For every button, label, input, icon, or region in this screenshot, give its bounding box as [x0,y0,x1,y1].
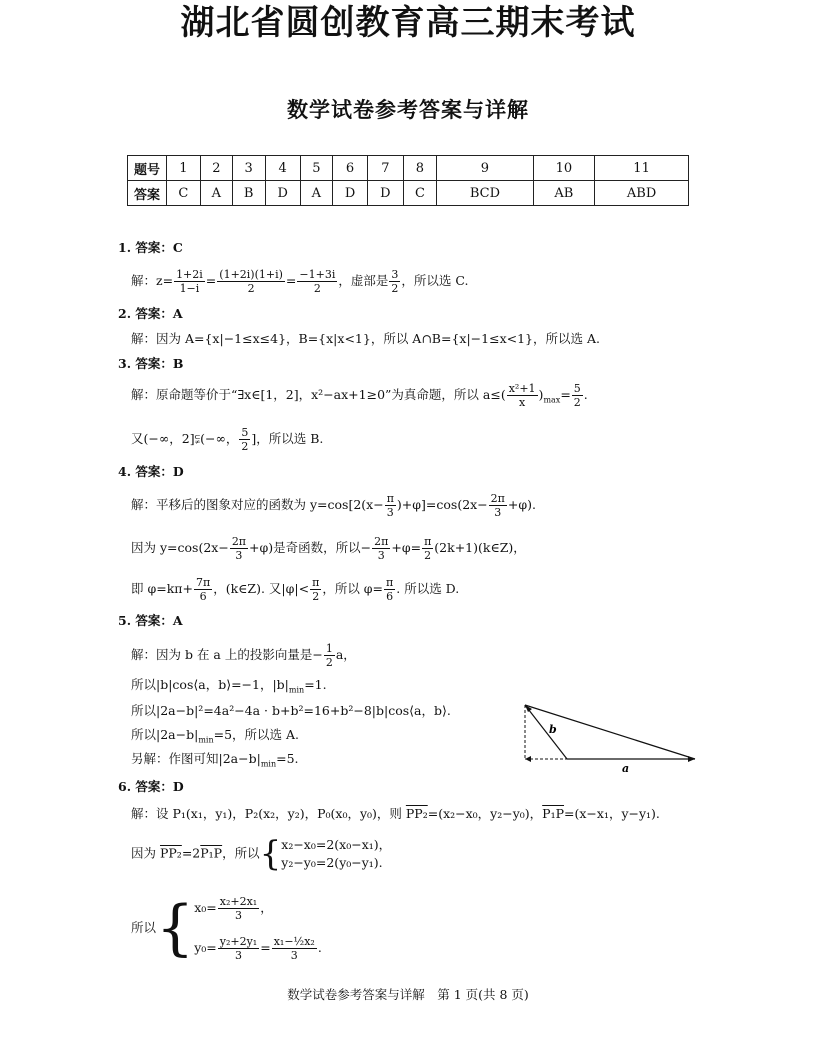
q5-solution-line5 [131,751,299,773]
q5-solution-line3: 所以|2a−b|²=4a²−4a · b+b²=16+b²−8|b|cos⟨a，b⟩. [131,703,451,718]
q6-answer: 6. 答案：D [118,779,184,794]
equation-row [194,888,322,928]
arrowhead [688,756,695,762]
denominator: 2 [573,396,581,409]
vector-symbol: PP₂ [159,845,182,861]
numerator: π [386,576,394,589]
fraction [507,382,538,409]
denominator: 3 [234,909,242,922]
numerator: 5 [573,382,581,395]
table-cell: 8 [403,156,437,181]
text: 解：设 P₁(x₁，y₁)，P₂(x₂，y₂)，P₀(x₀，y₀)，则 [131,806,406,821]
q6-solution-line1 [131,806,660,822]
text: =5，所以选 A. [213,727,300,742]
numerator: (1+2i)(1+i) [219,268,283,281]
table-cell: D [332,181,367,206]
text: +φ= [391,540,422,555]
numerator: y₂+2y₁ [219,935,258,948]
numerator: x₁−½x₂ [273,935,315,948]
table-cell: B [232,181,265,206]
numerator: 7π [195,576,211,589]
vector-symbol: P₁P [542,806,565,821]
vector-symbol: P₁P [200,845,223,861]
text: = [260,940,271,955]
table-cell: A [300,181,332,206]
equation-row [194,928,322,968]
text: 因为 [131,845,160,861]
page-footer: 数学试卷参考答案与详解 第 1 页(共 8 页) [287,987,529,1002]
text: ， [260,900,273,915]
denominator: 2 [325,656,333,669]
table-cell: 3 [232,156,265,181]
numerator: π [424,535,432,548]
text: (2k+1)(k∈Z)， [434,540,526,555]
text: 解：因为 b 在 a 上的投影向量是− [131,647,323,662]
text: . [317,940,322,955]
text: 因为 y=cos(2x− [131,540,229,555]
fraction [230,535,248,562]
text: +φ). [507,497,536,512]
fraction [422,535,433,562]
left-brace: { [259,834,282,874]
table-cell: C [167,181,201,206]
q5-solution-line2 [131,677,327,699]
numerator: π [386,492,394,505]
text: 解：原命题等价于“∃x∈[1，2]，x²−ax+1≥0”为真命题，所以 a≤( [131,387,506,402]
text: =2 [181,845,201,861]
denominator: 3 [235,549,243,562]
fraction [385,492,396,519]
table-cell: 6 [332,156,367,181]
denominator: 3 [386,506,394,519]
answer-table [127,155,689,206]
q4-solution-line1 [131,492,536,519]
text: a， [335,647,356,662]
table-cell: 1 [167,156,201,181]
text: =1. [304,677,327,692]
denominator: 2 [313,282,321,295]
denominator: 2 [424,549,432,562]
q5-solution-line1 [131,642,356,669]
denominator: 3 [494,506,502,519]
numerator: 5 [241,426,249,439]
text: = [560,387,571,402]
text: =(x−x₁，y−y₁). [564,806,660,821]
denominator: 3 [234,949,242,962]
row-label-answer: 答案 [128,181,167,206]
q3-solution-line1 [131,382,588,409]
denominator: 1−i [179,282,200,295]
q6-solution-line2 [131,836,391,872]
fraction [324,642,335,669]
table-cell: D [368,181,403,206]
text: ，(k∈Z). 又|φ|< [213,581,310,596]
subscript: max [543,395,561,405]
denominator: 6 [386,590,394,603]
equation-row: x₂−x₀=2(x₀−x₁)， [281,837,392,852]
text: +φ)是奇函数，所以− [249,540,372,555]
denominator: 2 [241,440,249,453]
q1-solution [131,268,468,295]
fraction [310,576,321,603]
text: 解：平移后的图象对应的函数为 y=cos[2(x− [131,497,384,512]
text: =(x₂−x₀，y₂−y₀)， [427,806,543,821]
table-cell: 11 [595,156,689,181]
numerator: x²+1 [508,382,536,395]
label-a: a [622,762,630,775]
label-b: b [549,723,557,736]
text: =5. [276,751,299,766]
exam-banner: 湖北省圆创教育高三期末考试 [180,3,636,43]
text: 解：z= [131,273,174,288]
left-brace: { [156,893,195,963]
text: ，所以 φ= [322,581,384,596]
text: ]，所以选 B. [251,431,324,446]
row-label-number: 题号 [128,156,167,181]
denominator: 2 [247,282,255,295]
text: 所以 [131,920,157,935]
table-cell: 5 [300,156,332,181]
text: 又(−∞，2]⫋(−∞， [131,431,239,446]
fraction [218,895,259,922]
numerator: 2π [490,492,505,505]
text: = [285,273,297,288]
fraction [372,535,390,562]
text: y₀= [194,940,217,955]
fraction [572,382,583,409]
answer-table-number-row [128,156,689,181]
numerator: x₂+2x₁ [219,895,258,908]
denominator: 2 [391,282,399,295]
numerator: π [312,576,320,589]
q6-solution-line3 [131,888,322,968]
subscript: min [288,685,305,695]
table-cell: 9 [437,156,533,181]
text: 即 φ=kπ+ [131,581,193,596]
denominator: x [519,396,526,409]
q5-solution-line4 [131,727,299,749]
page-title: 数学试卷参考答案与详解 [287,98,529,122]
fraction [489,492,507,519]
table-cell: 2 [200,156,232,181]
answer-table-answer-row [128,181,689,206]
fraction [194,576,212,603]
denominator: 2 [312,590,320,603]
table-cell: BCD [437,181,533,206]
equation-system [281,836,391,872]
table-cell: C [403,181,437,206]
table-cell: ABD [595,181,689,206]
table-cell: A [200,181,232,206]
q4-solution-line2 [131,535,526,562]
vector-symbol: PP₂ [405,806,428,821]
fraction [297,268,337,295]
numerator: 1+2i [176,268,203,281]
q4-solution-line3 [131,576,459,603]
fraction [239,426,250,453]
q1-answer: 1. 答案：C [118,240,183,255]
text: ，所以选 C. [401,273,469,288]
fraction [384,576,395,603]
text: x₀= [194,900,217,915]
subscript: min [260,759,277,769]
equation-system [194,888,322,968]
q4-answer: 4. 答案：D [118,464,184,479]
numerator: −1+3i [299,268,336,281]
q3-answer: 3. 答案：B [118,356,184,371]
text: 所以|b|cos⟨a，b⟩=−1，|b| [131,677,289,692]
vector-b [525,705,567,759]
fraction [272,935,317,962]
text: ) [538,387,544,402]
q2-answer: 2. 答案：A [118,306,183,321]
fraction [218,935,259,962]
subscript: min [198,735,214,745]
q2-solution: 解：因为 A={x|−1≤x≤4}，B={x|x<1}，所以 A∩B={x|−1≤x<1}，所以选 A. [131,331,600,346]
text: = [205,273,217,288]
table-cell: D [265,181,300,206]
arrowhead [525,756,531,762]
vector-diagram [515,697,705,777]
denominator: 3 [377,549,385,562]
numerator: 1 [325,642,333,655]
text: ，虚部是 [338,273,389,288]
text: 另解：作图可知|2a−b| [131,751,261,766]
table-cell: 10 [533,156,595,181]
q5-answer: 5. 答案：A [118,613,183,628]
numerator: 2π [374,535,389,548]
text: . 所以选 D. [396,581,460,596]
q3-solution-line2 [131,426,323,453]
table-cell: 4 [265,156,300,181]
denominator: 3 [290,949,298,962]
table-cell: AB [533,181,595,206]
numerator: 3 [391,268,399,281]
fraction [217,268,285,295]
fraction [389,268,400,295]
text: ，所以 [222,845,260,861]
text: )+φ]=cos(2x− [396,497,488,512]
table-cell: 7 [368,156,403,181]
equation-row: y₂−y₀=2(y₀−y₁). [281,855,383,870]
text: . [583,387,588,402]
denominator: 6 [199,590,207,603]
text: 所以|2a−b| [131,727,199,742]
numerator: 2π [231,535,247,548]
fraction [174,268,205,295]
